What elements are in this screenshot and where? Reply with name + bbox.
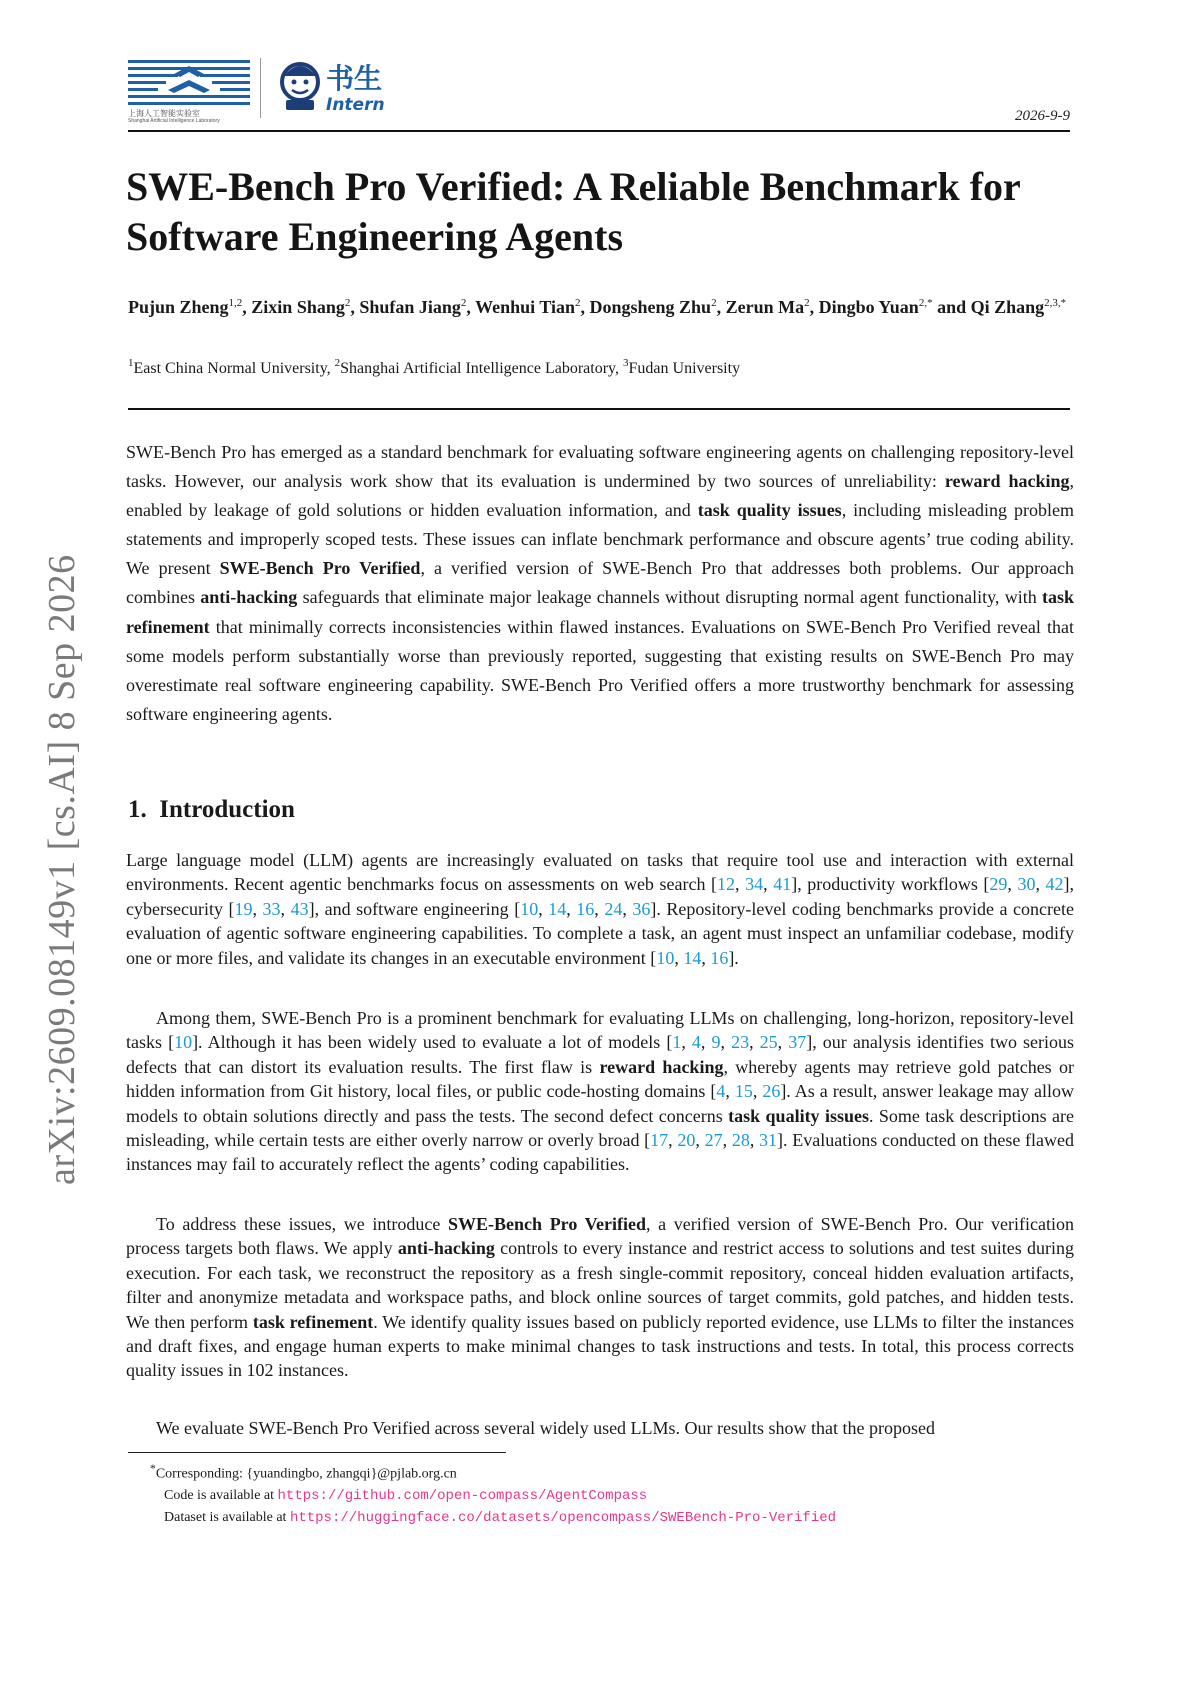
author-affil-mark: 2	[575, 297, 581, 309]
paragraph-3	[126, 1212, 1074, 1383]
header-date: 2026-9-9	[1015, 108, 1070, 124]
dataset-label: Dataset is available at	[164, 1509, 290, 1525]
affiliation-name: Shanghai Artificial Intelligence Laboratory	[340, 360, 616, 377]
text-run: ,	[566, 898, 577, 919]
author-name: Dingbo Yuan	[818, 297, 919, 317]
citation-link[interactable]: 14	[548, 898, 567, 919]
text-run: ,	[722, 1130, 732, 1151]
bold-term: task quality issues	[728, 1105, 869, 1126]
text-run: ]. Repository-level coding benchmarks provide a concrete evaluation of agentic software engineering capabilities. To complete a task, an agent must inspect an unfamiliar codebase, modify one or more files, and validate its changes in an executable environment [	[126, 898, 1074, 968]
citation-link[interactable]: 17	[650, 1130, 669, 1151]
citation-link[interactable]: 16	[576, 898, 595, 919]
arxiv-stamp: arXiv:2609.08149v1 [cs.AI] 8 Sep 2026	[41, 554, 83, 1185]
footnote-mark: *	[150, 1462, 156, 1475]
text-run: Large language model (LLM) agents are increasingly evaluated on tasks that require tool use and interaction with external environments. Recent agentic benchmarks focus on assessments on web search [	[126, 850, 1074, 895]
citation-link[interactable]: 4	[716, 1081, 726, 1102]
text-run: ,	[594, 898, 605, 919]
author-affil-mark: 2	[460, 297, 467, 309]
code-link[interactable]: https://github.com/open-compass/AgentCompass	[277, 1487, 648, 1504]
text-run: controls to every instance and restrict access to solutions and test suites during execution. For each task, we reconstruct the repository as a fresh single-commit repository, conceal hidden evaluation artifacts, filter and anonymize metadata and workspace paths, and block online sources of target commits, gold patches, and hidden tests. We then perform	[126, 1238, 1074, 1332]
text-run: ,	[700, 1032, 712, 1053]
affiliations: $^1$East China Normal University, $^2$Shanghai Artificial Intelligence Laboratory, $^3$Fudan University	[128, 357, 741, 377]
footnote-dataset	[150, 1507, 836, 1529]
author-name: Dongsheng Zhu	[589, 297, 712, 317]
text-run: To address these issues, we introduce	[156, 1214, 449, 1234]
text-run: ,	[701, 947, 711, 968]
affiliation-mark: 2	[334, 357, 341, 369]
text-run: ,	[668, 1130, 678, 1151]
citation-link[interactable]: 23	[731, 1032, 750, 1053]
text-run: ,	[681, 1032, 692, 1053]
citation-link[interactable]: 10	[174, 1032, 193, 1053]
section-title: Introduction	[159, 796, 295, 823]
intern-mascot-icon	[282, 64, 318, 110]
footnotes	[150, 1458, 836, 1529]
dataset-link[interactable]: https://huggingface.co/datasets/opencompass/SWEBench-Pro-Verified	[289, 1509, 837, 1526]
citation-link[interactable]: 41	[773, 874, 792, 895]
intern-logo	[270, 52, 410, 120]
author-affil-mark: 2	[344, 297, 351, 309]
text-run: ,	[1007, 874, 1018, 895]
text-run: , a verified version of SWE-Bench Pro. Our verification process targets both flaws. We apply	[126, 1214, 1075, 1259]
text-run: ,	[749, 1032, 760, 1053]
citation-link[interactable]: 10	[656, 947, 675, 968]
citation-link[interactable]: 12	[717, 874, 736, 895]
svg-text:Intern: Intern	[326, 95, 385, 115]
text-run: ,	[777, 1032, 789, 1053]
citation-link[interactable]: 9	[711, 1032, 721, 1053]
citation-link[interactable]: 20	[677, 1130, 696, 1151]
text-run: ,	[1035, 874, 1046, 895]
text-run: . We identify quality issues based on publicly reported evidence, use LLMs to filter the instances and draft fixes, and engage human experts to make minimal changes to task instructions and tests. In total, this process corrects quality issues in 102 instances.	[126, 1311, 1075, 1381]
text-run: , including misleading problem statements and improperly scoped tests. These issues can inflate benchmark performance and obscure agents’ true coding ability. We present	[126, 500, 1074, 579]
citation-link[interactable]: 4	[691, 1032, 701, 1053]
text-run: , whereby agents may retrieve gold patches or hidden information from Git history, local files, or public code-hosting domains [	[126, 1056, 1074, 1102]
bold-term: anti-hacking	[397, 1238, 495, 1259]
abstract	[126, 438, 1074, 729]
section-number: 1.	[128, 796, 147, 823]
text-run: ], productivity workflows [	[791, 874, 990, 895]
text-run: ]. As a result, answer leakage may allow models to obtain solutions directly and pass the tests. The second defect concerns	[126, 1081, 1074, 1126]
author-name: Zerun Ma	[725, 297, 805, 317]
text-run: ], our analysis identifies two serious defects that can distort its evaluation results. The first flaw is	[126, 1032, 1075, 1077]
bold-term: SWE-Bench Pro Verified	[448, 1214, 646, 1234]
text-run: ,	[735, 874, 746, 895]
citation-link[interactable]: 43	[290, 898, 309, 919]
text-run: ,	[720, 1032, 732, 1053]
citation-link[interactable]: 33	[262, 898, 281, 919]
text-run: . Some task descriptions are misleading, while certain tests are either overly narrow or overly broad [	[126, 1105, 1074, 1151]
text-run: that minimally corrects inconsistencies within flawed instances. Evaluations on SWE-Bench Pro Verified reveal that some models perform substantially worse than previously reported, suggesting that existing results on SWE-Bench Pro may overestimate real software engineering capability. SWE-Bench Pro Verified offers a more trustworthy benchmark for assessing software engineering agents.	[126, 616, 1074, 724]
text-run: , a verified version of SWE-Bench Pro that addresses both problems. Our approach combines	[126, 558, 1074, 608]
bold-term: task refinement	[252, 1311, 374, 1332]
citation-link[interactable]: 28	[731, 1130, 750, 1151]
citation-link[interactable]: 1	[672, 1032, 682, 1053]
text-run: ]. Although it has been widely used to evaluate a lot of models [	[192, 1032, 673, 1053]
author-name: Pujun Zheng	[128, 297, 229, 317]
author-affil-mark: 1,2	[228, 297, 243, 309]
bold-term: reward hacking	[944, 471, 1070, 492]
citation-link[interactable]: 36	[632, 898, 651, 919]
header-rule	[128, 130, 1070, 132]
text-run: ]. Evaluations conducted on these flawed instances may fail to accurately reflect the agents’ coding capabilities.	[126, 1130, 1075, 1175]
citation-link[interactable]: 14	[683, 947, 702, 968]
citation-link[interactable]: 24	[604, 898, 623, 919]
text-run: safeguards that eliminate major leakage channels without disrupting normal agent functionality, with	[297, 587, 1042, 608]
paragraph-4	[126, 1416, 1074, 1440]
affiliation-mark: 3	[623, 357, 629, 369]
affiliation-name: East China Normal University	[133, 360, 327, 377]
citation-link[interactable]: 42	[1045, 874, 1064, 895]
text-run: ,	[622, 898, 633, 919]
text-run: ,	[725, 1081, 735, 1102]
text-run: ,	[695, 1130, 705, 1151]
citation-link[interactable]: 25	[759, 1032, 778, 1053]
text-run: ,	[252, 898, 263, 919]
text-run: ], cybersecurity [	[126, 874, 1075, 919]
header-logos	[128, 48, 428, 124]
text-run: ].	[728, 947, 739, 968]
bold-term: task quality issues	[697, 500, 842, 521]
code-label: Code is available at	[164, 1487, 278, 1503]
text-run: ,	[674, 947, 684, 968]
section-heading	[128, 796, 295, 824]
citation-link[interactable]: 26	[762, 1081, 781, 1102]
author-name: Qi Zhang	[970, 297, 1045, 317]
citation-link[interactable]: 19	[234, 898, 253, 919]
affiliation-name: Fudan University	[628, 360, 741, 377]
text-run: We evaluate SWE-Bench Pro Verified across several widely used LLMs. Our results show that the proposed	[156, 1418, 936, 1438]
citation-link[interactable]: 29	[989, 874, 1008, 895]
paper-title: SWE-Bench Pro Verified: A Reliable Benchmark for Software Engineering Agents	[126, 164, 1021, 259]
citation-link[interactable]: 31	[759, 1130, 778, 1151]
citation-link[interactable]: 16	[710, 947, 729, 968]
lab-name-en: Shanghai Artificial Intelligence Laboratory	[128, 118, 220, 124]
text-run: ,	[538, 898, 549, 919]
author-name: Zixin Shang	[251, 297, 345, 317]
footnote-corresponding	[150, 1458, 836, 1485]
text-run: ,	[280, 898, 291, 919]
citation-link[interactable]: 37	[788, 1032, 807, 1053]
author-affil-mark: 2	[804, 297, 810, 309]
text-run: Among them, SWE-Bench Pro is a prominent benchmark for evaluating LLMs on challenging, long-horizon, repository-level tasks [	[126, 1008, 1074, 1053]
text-run: SWE-Bench Pro has emerged as a standard benchmark for evaluating software engineering agents on challenging repository-level tasks. However, our analysis work show that its evaluation is undermined by two sources of unreliability:	[126, 442, 1074, 492]
corresponding-text: Corresponding: {yuandingbo, zhangqi}@pjlab.org.cn	[155, 1466, 457, 1482]
bold-term: reward hacking	[599, 1056, 724, 1077]
author-affil-mark: 2,*	[918, 297, 933, 309]
bold-term: task refinement	[126, 587, 1074, 637]
citation-link[interactable]: 34	[745, 874, 764, 895]
logo-divider	[260, 58, 261, 118]
text-run: ,	[763, 874, 774, 895]
svg-text:书生: 书生	[326, 62, 383, 95]
paragraph-2	[126, 1006, 1074, 1177]
author-name: Wenhui Tian	[475, 297, 576, 317]
footnote-code	[150, 1485, 836, 1507]
abstract-rule	[128, 408, 1070, 410]
citation-link[interactable]: 10	[520, 898, 539, 919]
text-run: ], and software engineering [	[308, 898, 521, 919]
text-run: , enabled by leakage of gold solutions or hidden evaluation information, and	[126, 471, 1074, 521]
affiliation-mark: 1	[128, 357, 134, 369]
footnote-rule	[128, 1452, 506, 1453]
paragraph-1	[126, 848, 1074, 970]
citation-link[interactable]: 30	[1017, 874, 1036, 895]
text-run: ,	[752, 1081, 763, 1102]
lab-name-cn: 上海人工智能实验室	[128, 109, 200, 118]
citation-link[interactable]: 15	[734, 1081, 753, 1102]
citation-link[interactable]: 27	[704, 1130, 723, 1151]
author-list: Pujun Zheng$^{1,2}$, Zixin Shang$^2$, Shufan Jiang$^2$, Wenhui Tian$^2$, Dongsheng Zhu$^2$, Zerun Ma$^2$, Dingbo Yuan$^{2,*}$ and Qi Zhang$^{2,3,*}$	[128, 297, 1067, 317]
bold-term: anti-hacking	[200, 587, 298, 608]
author-affil-mark: 2,3,*	[1044, 297, 1067, 309]
author-affil-mark: 2	[711, 297, 717, 309]
bold-term: SWE-Bench Pro Verified	[219, 558, 421, 579]
text-run: ,	[749, 1130, 760, 1151]
author-name: Shufan Jiang	[359, 297, 461, 317]
